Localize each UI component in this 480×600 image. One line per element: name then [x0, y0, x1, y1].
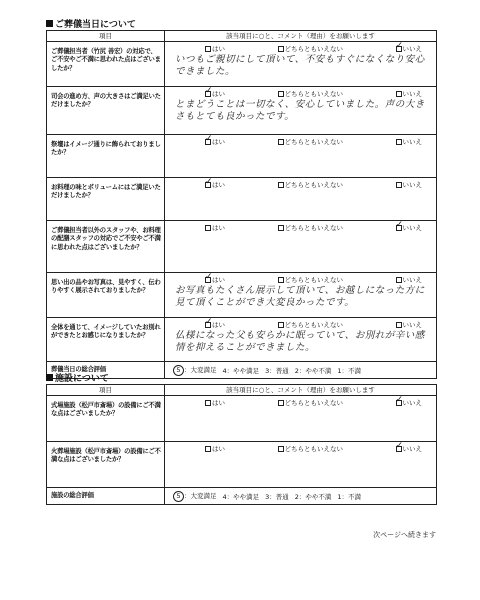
option-neutral[interactable]: どちらともいえない [278, 138, 344, 146]
checkbox[interactable] [278, 277, 284, 283]
option-neutral[interactable]: どちらともいえない [278, 399, 344, 407]
checkbox[interactable] [396, 139, 402, 145]
rating-scale: 5 ：大変満足 4：やや満足 3：普通 2：やや不満 1：不満 [165, 488, 436, 503]
option-neutral[interactable]: どちらともいえない [278, 181, 344, 189]
survey-row [47, 42, 437, 87]
option-no[interactable]: ✓ いいえ [396, 45, 423, 53]
rating-1[interactable]: 1：不満 [337, 367, 362, 375]
option-neutral[interactable]: どちらともいえない [278, 45, 344, 53]
survey-row [47, 135, 437, 178]
header-answer: 該当項目に○と、コメント（理由）をお願いします [165, 385, 437, 396]
rating-4[interactable]: 4：やや満足 [222, 367, 260, 375]
question-text: 火葬場施設（松戸市斎場）の設備にご不満な点はございましたか？ [47, 442, 165, 488]
handwritten-comment: いつもご親切にして頂いて、不安もすぐになくなり安心できました。 [175, 54, 425, 77]
option-neutral[interactable]: どちらともいえない [278, 445, 344, 453]
checkbox[interactable] [278, 139, 284, 145]
rating-3[interactable]: 3：普通 [265, 367, 289, 375]
rating-5-selected[interactable]: 5 [173, 491, 184, 502]
question-text: 司会の進め方、声の大きさはご満足いただけましたか？ [47, 87, 165, 135]
rating-scale: 5 ：大変満足 4：やや満足 3：普通 2：やや不満 1：不満 [165, 362, 436, 377]
checkbox-checked[interactable] [205, 91, 211, 97]
survey-row [47, 396, 437, 442]
option-yes[interactable]: はい [205, 45, 225, 53]
handwritten-comment: お写真もたくさん展示して頂いて、お越しになった方に見て頂くことができ大変良かったです。 [175, 285, 425, 308]
survey-row [47, 221, 437, 273]
section-title-funeral-day: ご葬儀当日について [46, 17, 136, 30]
overall-rating-row [47, 488, 437, 505]
checkbox[interactable] [396, 91, 402, 97]
survey-row [47, 442, 437, 488]
bullet-square-icon [46, 20, 53, 27]
bullet-square-icon [46, 374, 53, 381]
checkbox-checked[interactable] [205, 139, 211, 145]
option-no[interactable]: いいえ [396, 90, 423, 98]
question-text: 式場施設（松戸市斎場）の設備にご不満な点はございましたか？ [47, 396, 165, 442]
option-neutral[interactable]: どちらともいえない [278, 276, 344, 284]
handwritten-comment [165, 453, 436, 454]
question-text: ご葬儀担当者（竹尻 善宏）の対応で、ご不安やご不満に思われた点はございましたか？ [47, 42, 165, 87]
rating-5-selected[interactable]: 5 [173, 365, 184, 376]
handwritten-comment [165, 232, 436, 233]
facility-survey-table [46, 384, 437, 505]
checkbox[interactable] [205, 400, 211, 406]
checkbox[interactable] [205, 46, 211, 52]
header-item: 項目 [47, 385, 165, 396]
question-text: お料理の味とボリュームにはご満足いただけましたか？ [47, 178, 165, 221]
section-title-facility: 施設について [46, 371, 109, 384]
checkbox-checked[interactable] [396, 46, 402, 52]
option-yes[interactable]: ✓ はい [205, 181, 225, 189]
option-yes[interactable]: はい [205, 445, 225, 453]
handwritten-comment [165, 189, 436, 190]
overall-label: 葬儀当日の総合評価 [47, 362, 165, 379]
question-text: 思い出の品やお写真は、見やすく、伝わりやすく展示されておりましたか？ [47, 273, 165, 318]
overall-label: 施設の総合評価 [47, 488, 165, 505]
option-neutral[interactable]: どちらともいえない [278, 224, 344, 232]
checkbox-checked[interactable] [205, 182, 211, 188]
option-neutral[interactable]: どちらともいえない [278, 321, 344, 329]
survey-row [47, 273, 437, 318]
option-no[interactable]: ✓ いいえ [396, 445, 423, 453]
rating-1[interactable]: 1：不満 [337, 493, 362, 501]
option-no[interactable]: いいえ [396, 138, 423, 146]
checkbox-checked[interactable] [205, 322, 211, 328]
checkbox[interactable] [278, 322, 284, 328]
rating-2[interactable]: 2：やや不満 [294, 493, 332, 501]
header-answer: 該当項目に○と、コメント（理由）をお願いします [165, 31, 437, 42]
checkbox[interactable] [205, 446, 211, 452]
checkbox[interactable] [278, 91, 284, 97]
survey-row [47, 87, 437, 135]
option-yes[interactable]: はい [205, 224, 225, 232]
question-text: 祭壇はイメージ通りに飾られておりましたか？ [47, 135, 165, 178]
option-yes[interactable]: ✓ はい [205, 321, 225, 329]
option-no[interactable]: いいえ [396, 321, 423, 329]
checkbox-checked[interactable] [396, 225, 402, 231]
header-item: 項目 [47, 31, 165, 42]
continued-note: 次ページへ続きます [373, 531, 436, 539]
question-text: 全体を通じて、イメージしていたお別れができたとお感じになりましたか？ [47, 318, 165, 362]
checkbox[interactable] [278, 182, 284, 188]
rating-3[interactable]: 3：普通 [265, 493, 289, 501]
option-yes[interactable]: ✓ はい [205, 138, 225, 146]
option-no[interactable]: いいえ [396, 181, 423, 189]
checkbox[interactable] [278, 400, 284, 406]
option-yes[interactable]: はい [205, 399, 225, 407]
checkbox-checked[interactable] [396, 446, 402, 452]
checkbox[interactable] [205, 225, 211, 231]
handwritten-comment: とまどうことは一切なく、安心していました。声の大きさもとても良かったです。 [175, 99, 425, 122]
checkbox-checked[interactable] [396, 400, 402, 406]
question-text: ご葬儀担当者以外のスタッフや、お料理の配膳スタッフの対応でご不安やご不満に思われた点はございましたか？ [47, 221, 165, 273]
handwritten-comment [165, 407, 436, 408]
checkbox[interactable] [278, 46, 284, 52]
checkbox[interactable] [278, 225, 284, 231]
checkbox[interactable] [396, 322, 402, 328]
survey-row [47, 318, 437, 362]
handwritten-comment: 仏様になった父も安らかに眠っていて、お別れが辛い感情を抑えることができました。 [175, 330, 425, 353]
option-neutral[interactable]: どちらともいえない [278, 90, 344, 98]
option-no[interactable]: ✓ いいえ [396, 399, 423, 407]
option-no[interactable]: ✓ いいえ [396, 224, 423, 232]
option-no[interactable]: いいえ [396, 276, 423, 284]
survey-row [47, 178, 437, 221]
checkbox[interactable] [278, 446, 284, 452]
funeral-day-survey-table [46, 30, 437, 379]
checkbox[interactable] [396, 277, 402, 283]
checkbox-checked[interactable] [205, 277, 211, 283]
handwritten-comment [165, 146, 436, 147]
rating-4[interactable]: 4：やや満足 [222, 493, 260, 501]
option-yes[interactable]: ✓ はい [205, 90, 225, 98]
option-yes[interactable]: ✓ はい [205, 276, 225, 284]
rating-2[interactable]: 2：やや不満 [294, 367, 332, 375]
checkbox[interactable] [396, 182, 402, 188]
